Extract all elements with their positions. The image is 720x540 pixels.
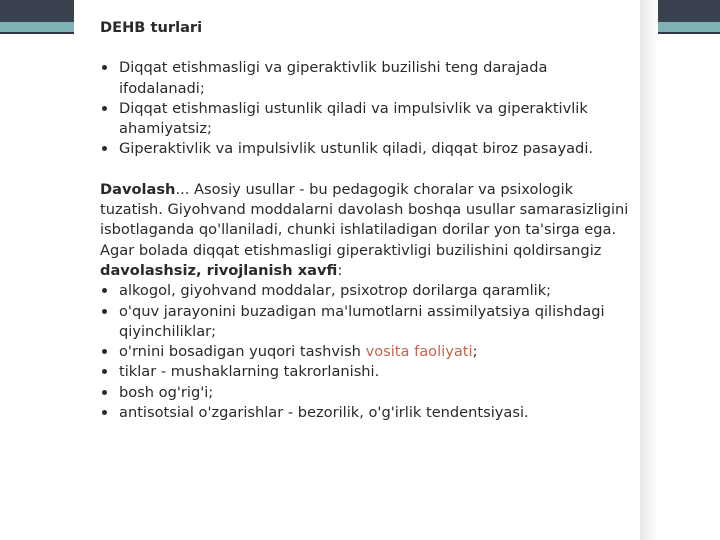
bullet-icon — [102, 288, 107, 293]
bullet-icon — [102, 309, 107, 314]
risks-list — [100, 281, 630, 423]
list-item: bosh og'rig'i; — [100, 383, 630, 403]
list-item: tiklar - mushaklarning takrorlanishi. — [100, 362, 630, 382]
list-item: antisotsial o'zgarishlar - bezorilik, o'g'irlik tendentsiyasi. — [100, 403, 630, 423]
bullet-icon — [102, 65, 107, 70]
risk-colon: : — [337, 261, 343, 279]
list-item: o'quv jarayonini buzadigan ma'lumotlarni assimilyatsiya qilishdagi qiyinchiliklar; — [100, 302, 630, 343]
list-item: alkogol, giyohvand moddalar, psixotrop dorilarga qaramlik; — [100, 281, 630, 301]
list-item: o'rnini bosadigan yuqori tashvish vosita faoliyati; — [100, 342, 630, 362]
treatment-term: Davolash — [100, 180, 176, 198]
treatment-text: ... Asosiy usullar - bu pedagogik choralar va psixologik tuzatish. Giyohvand moddalarni davolash boshqa usullar samarasizligini isbotlaganda qo'llaniladi, chunki ishlatiladigan dorilar yon ta'sirga ega. — [100, 180, 629, 239]
slide-top-bar-right — [658, 0, 720, 22]
slide-divider-left — [0, 32, 74, 34]
risk-paragraph — [100, 241, 630, 282]
document-content — [100, 18, 630, 423]
slide-decor-line — [658, 39, 668, 41]
slide-divider-right — [658, 32, 720, 34]
bullet-icon — [102, 390, 107, 395]
panel-shadow — [640, 0, 658, 540]
treatment-paragraph — [100, 180, 630, 241]
bullet-icon — [102, 146, 107, 151]
risk-emphasis: davolashsiz, rivojlanish xavfi — [100, 261, 338, 279]
bullet-icon — [102, 349, 107, 354]
slide-accent-band-right — [658, 22, 720, 32]
risk-intro: Agar bolada diqqat etishmasligi giperaktivligi buzilishini qoldirsangiz — [100, 241, 602, 259]
types-list — [100, 58, 630, 159]
bullet-icon — [102, 106, 107, 111]
document-panel — [74, 0, 640, 540]
section-heading: DEHB turlari — [100, 19, 203, 36]
slide-accent-band-left — [0, 22, 74, 32]
bullet-icon — [102, 369, 107, 374]
highlighted-phrase: vosita faoliyati — [365, 343, 473, 361]
list-item: Diqqat etishmasligi ustunlik qiladi va impulsivlik va giperaktivlik ahamiyatsiz; — [100, 99, 630, 140]
bullet-icon — [102, 410, 107, 415]
slide-top-bar-left — [0, 0, 74, 22]
list-item: Giperaktivlik va impulsivlik ustunlik qiladi, diqqat biroz pasayadi. — [100, 139, 630, 159]
list-item: Diqqat etishmasligi va giperaktivlik buzilishi teng darajada ifodalanadi; — [100, 58, 630, 99]
